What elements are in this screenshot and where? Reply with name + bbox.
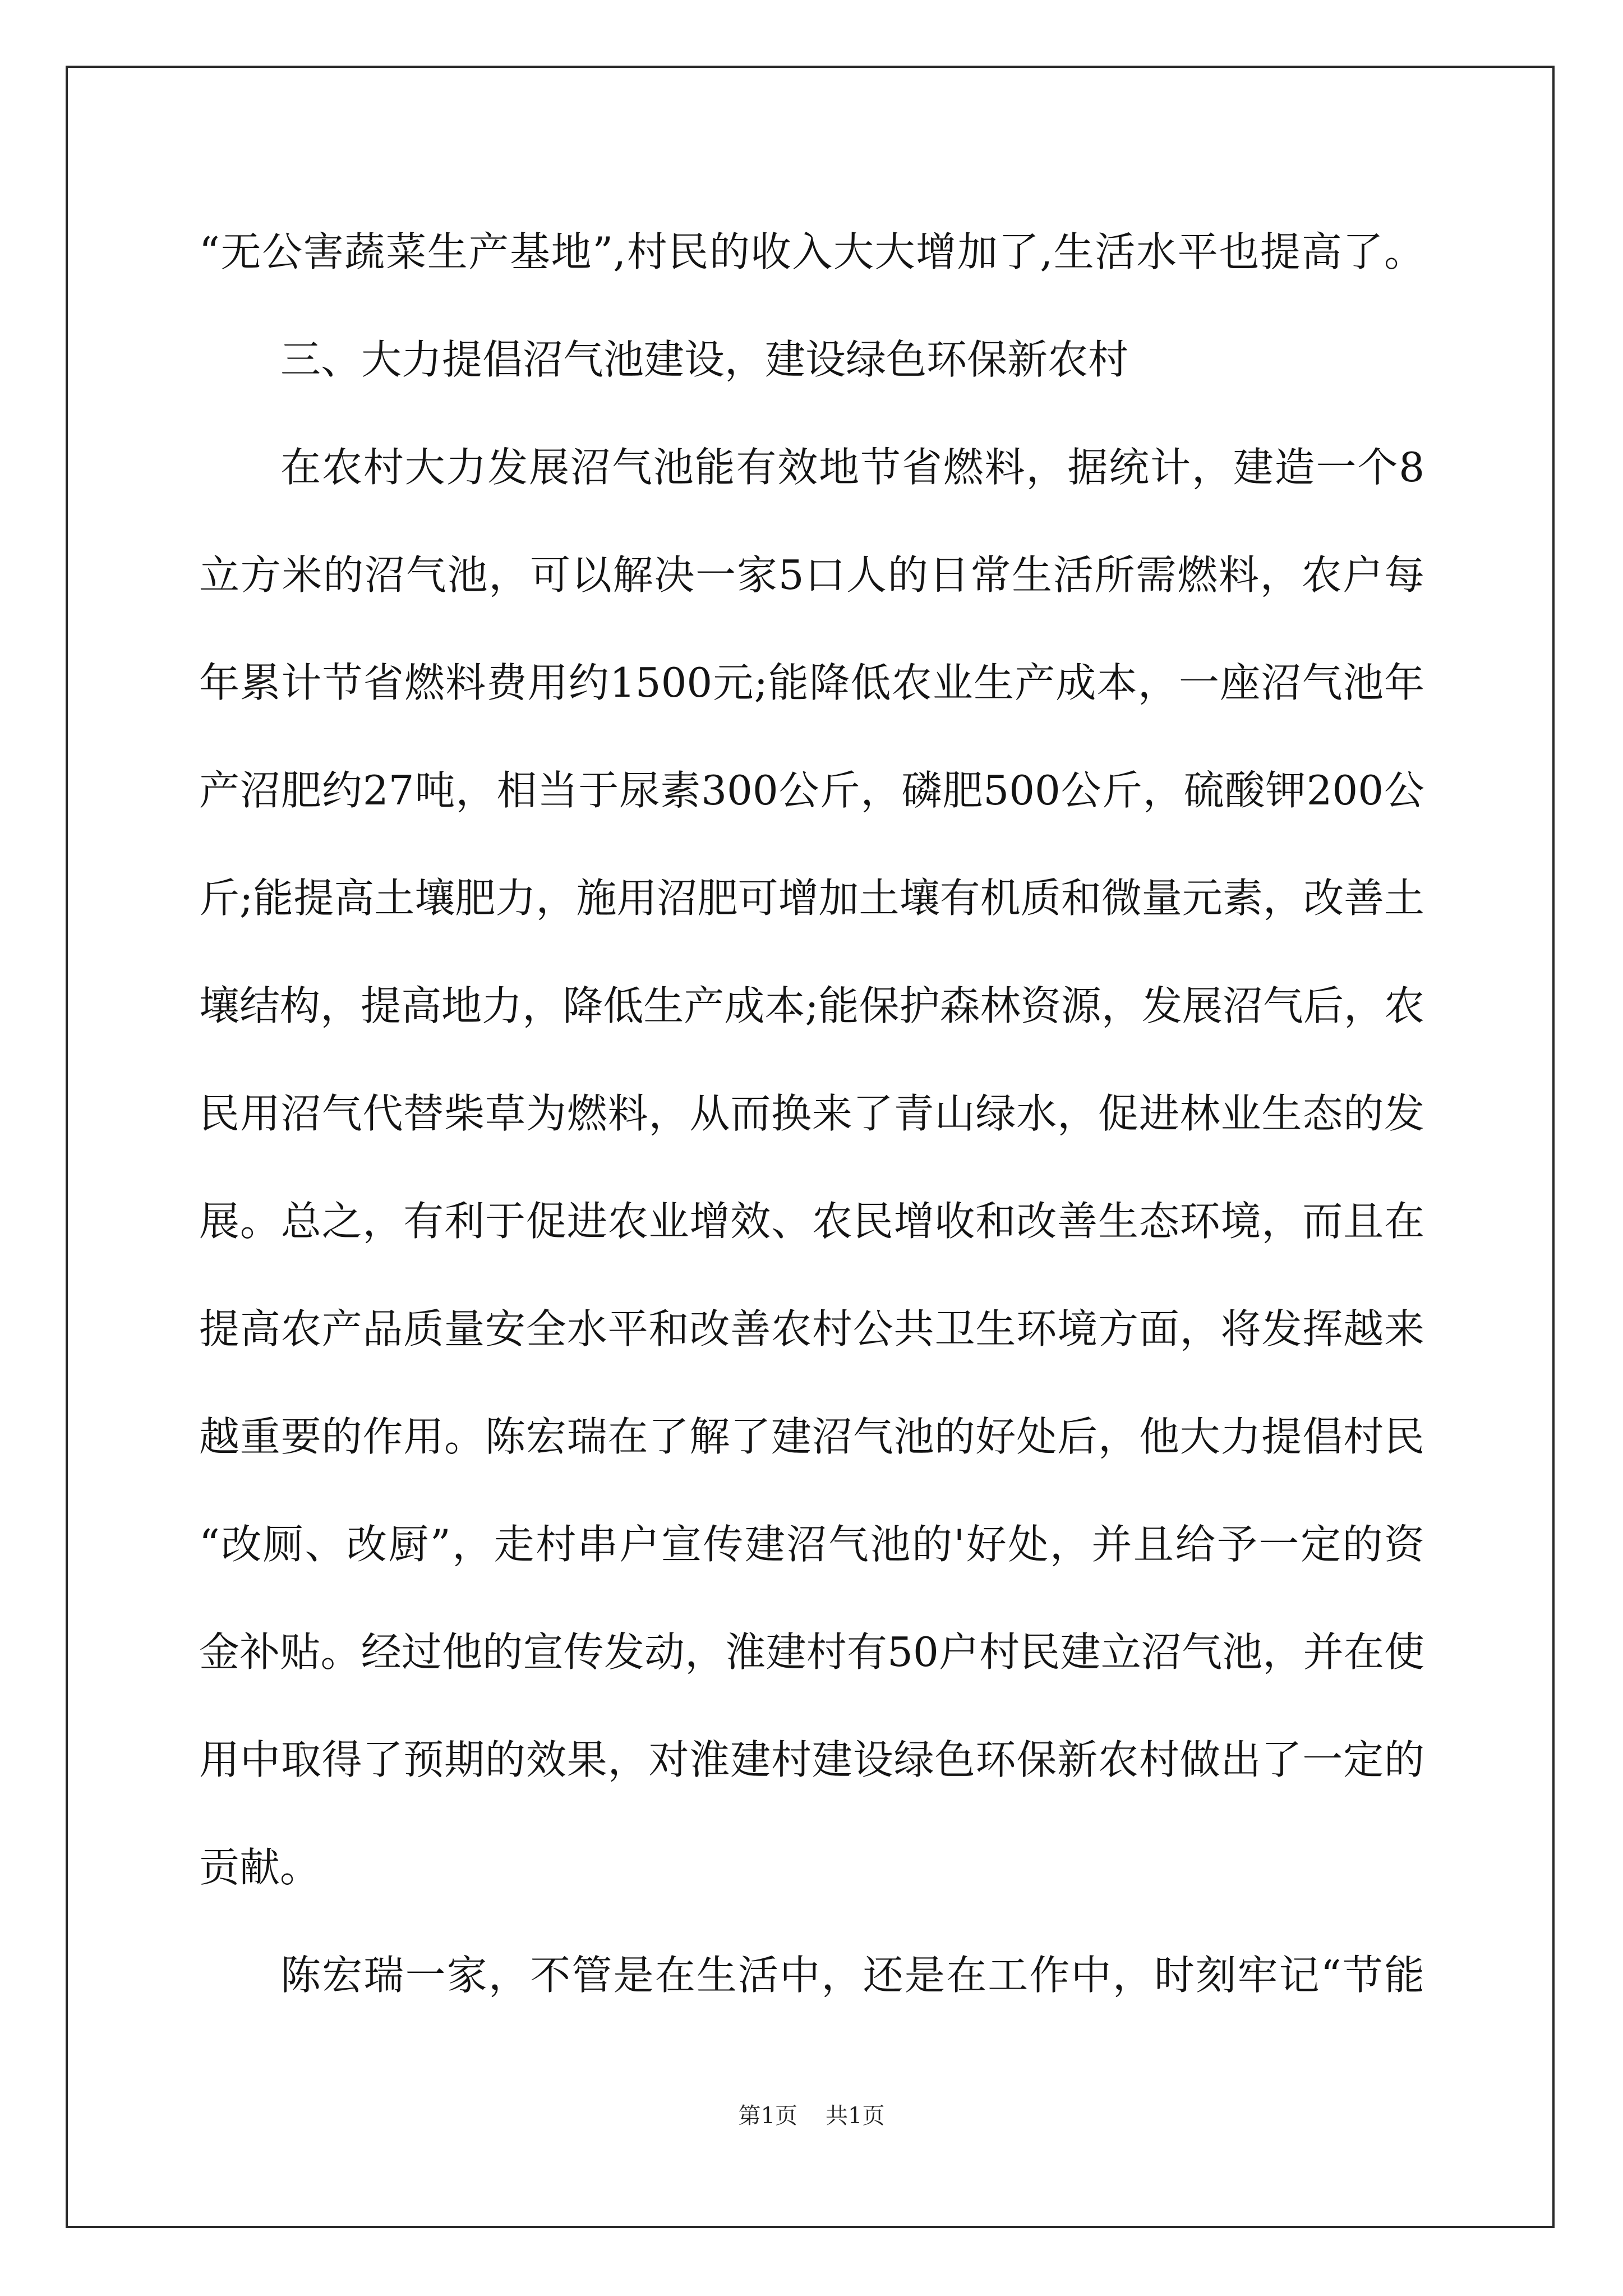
text-line: 斤;能提高土壤肥力，施用沼肥可增加土壤有机质和微量元素，改善土 [199,875,1424,922]
text-line: 在农村大力发展沼气池能有效地节省燃料，据统计，建造一个8 [280,444,1424,491]
text-line: 越重要的作用。陈宏瑞在了解了建沼气池的好处后，他大力提倡村民 [199,1413,1424,1460]
text-line: 用中取得了预期的效果，对淮建村建设绿色环保新农村做出了一定的 [199,1736,1424,1783]
text-line: 陈宏瑞一家，不管是在生活中，还是在工作中，时刻牢记“节能 [280,1952,1424,1999]
text-line: 民用沼气代替柴草为燃料，从而换来了青山绿水，促进林业生态的发 [199,1090,1424,1137]
text-line: 年累计节省燃料费用约1500元;能降低农业生产成本，一座沼气池年 [199,659,1424,706]
page-footer [0,2105,1623,2127]
text-line: “无公害蔬菜生产基地”,村民的收入大大增加了,生活水平也提高了。 [199,228,1424,275]
text-line: “改厕、改厨”，走村串户宣传建沼气池的'好处，并且给予一定的资 [199,1521,1424,1568]
text-line: 壤结构，提高地力，降低生产成本;能保护森林资源，发展沼气后，农 [199,982,1424,1029]
page-number: 第1页 [738,2103,797,2129]
text-line: 产沼肥约27吨，相当于尿素300公斤，磷肥500公斤，硫酸钾200公 [199,767,1424,814]
page-total: 共1页 [826,2103,885,2129]
text-line: 提高农产品质量安全水平和改善农村公共卫生环境方面，将发挥越来 [199,1305,1424,1352]
text-line: 立方米的沼气池，可以解决一家5口人的日常生活所需燃料，农户每 [199,551,1424,599]
text-line: 贡献。 [199,1844,321,1891]
text-line: 展。总之，有利于促进农业增效、农民增收和改善生态环境，而且在 [199,1198,1424,1245]
section-heading: 三、大力提倡沼气池建设，建设绿色环保新农村 [280,336,1129,383]
text-line: 金补贴。经过他的宣传发动，淮建村有50户村民建立沼气池，并在使 [199,1628,1424,1676]
page-border [66,66,1555,2228]
